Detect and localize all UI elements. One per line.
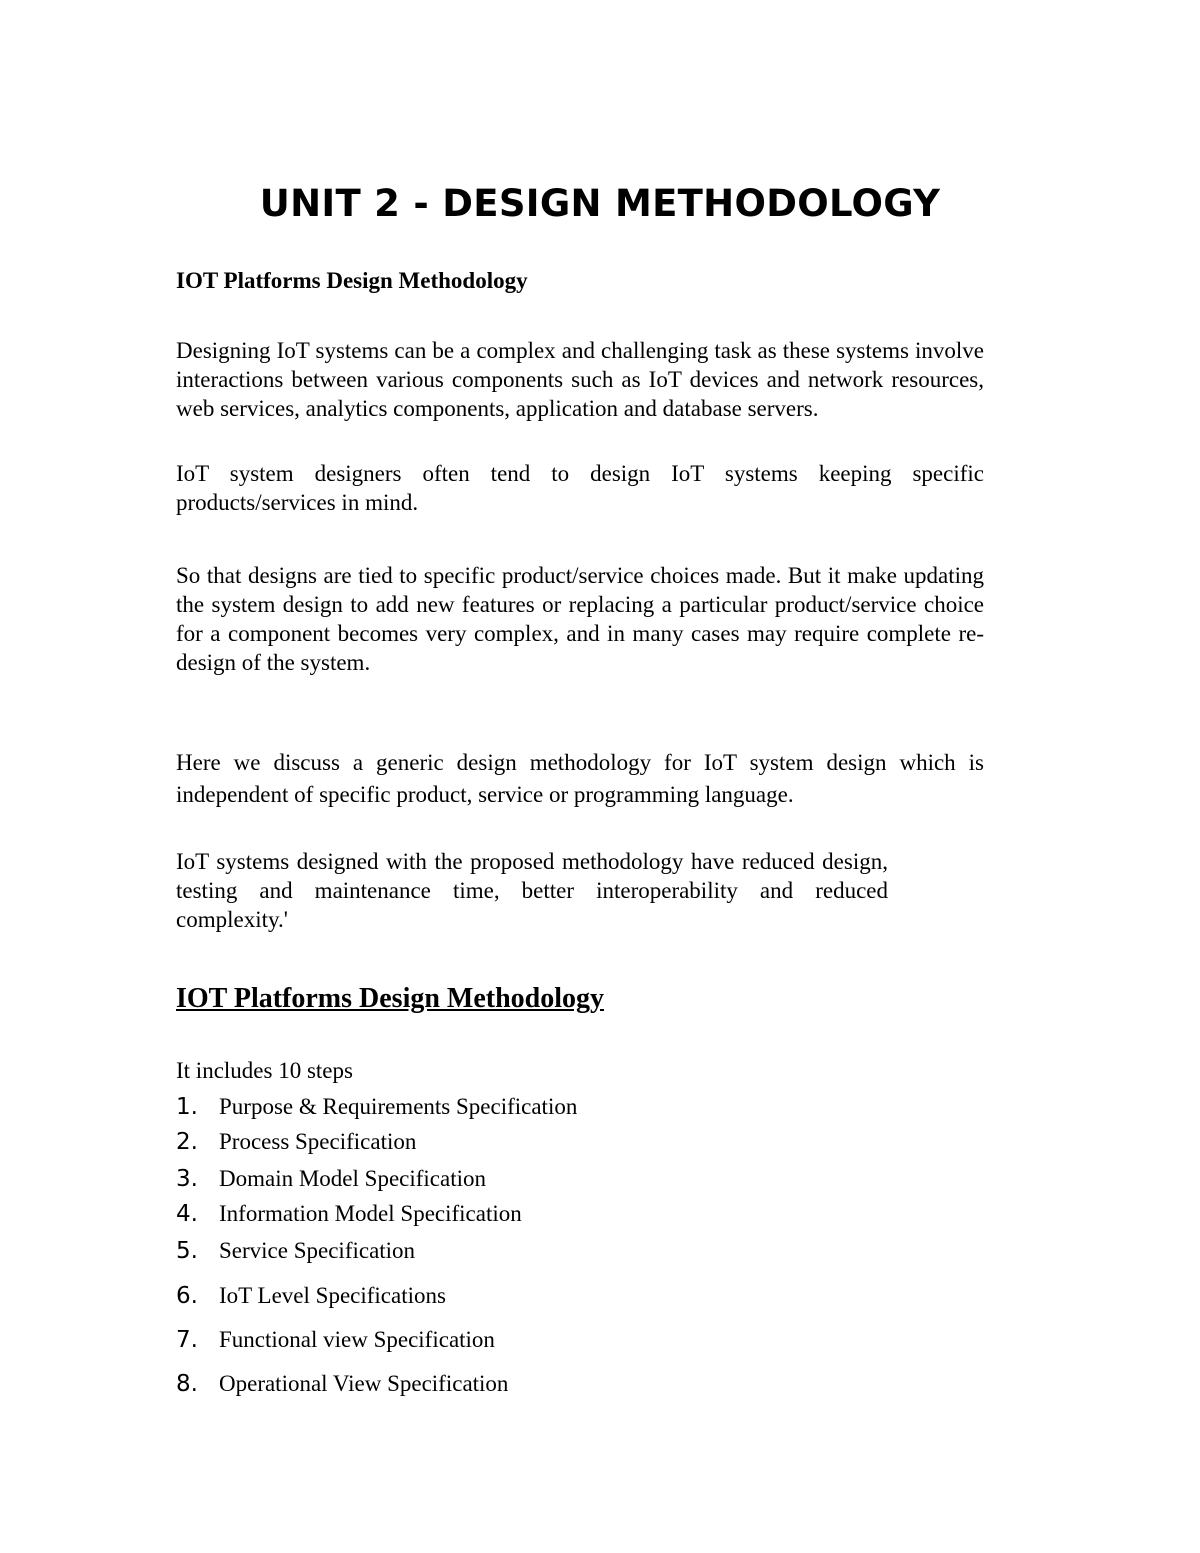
- step-label: Operational View Specification: [219, 1371, 509, 1396]
- step-label: IoT Level Specifications: [219, 1283, 446, 1308]
- step-number: 1.: [176, 1094, 198, 1120]
- list-item: [176, 1094, 577, 1120]
- list-item: [176, 1166, 486, 1192]
- step-number: 8.: [176, 1371, 198, 1397]
- step-label: Service Specification: [219, 1238, 416, 1263]
- list-item: [176, 1129, 416, 1155]
- step-number: 6.: [176, 1283, 198, 1309]
- list-item: [176, 1371, 508, 1397]
- section-heading: IOT Platforms Design Methodology: [176, 983, 605, 1014]
- step-number: 2.: [176, 1129, 198, 1155]
- step-number: 5.: [176, 1238, 198, 1264]
- step-number: 3.: [176, 1166, 198, 1192]
- step-label: Information Model Specification: [219, 1201, 522, 1226]
- list-item: [176, 1327, 495, 1353]
- step-number: 4.: [176, 1201, 198, 1227]
- paragraph-generic-methodology: Here we discuss a generic design methodology for IoT system design which is independent of specific product, service or programming language.: [176, 750, 984, 807]
- step-label: Process Specification: [219, 1129, 417, 1154]
- step-label: Functional view Specification: [219, 1327, 495, 1352]
- step-label: Purpose & Requirements Specification: [219, 1094, 578, 1119]
- page-title: UNIT 2 - DESIGN METHODOLOGY: [259, 182, 941, 225]
- paragraph-benefits: IoT systems designed with the proposed methodology have reduced design, testing and maintenance time, better interoperability and reduced complexity.': [176, 849, 888, 932]
- document-subtitle: IOT Platforms Design Methodology: [176, 268, 528, 293]
- steps-intro: It includes 10 steps: [176, 1058, 353, 1083]
- paragraph-intro: Designing IoT systems can be a complex and challenging task as these systems involve interactions between various components such as IoT devices and network resources, web services, analytics components, application and database servers.: [176, 338, 984, 421]
- step-number: 7.: [176, 1327, 198, 1353]
- list-item: [176, 1201, 522, 1227]
- list-item: [176, 1238, 415, 1264]
- step-label: Domain Model Specification: [219, 1166, 486, 1191]
- paragraph-tied-designs: So that designs are tied to specific product/service choices made. But it make updating the system design to add new features or replacing a particular product/service choice for a component becomes very complex, and in many cases may require complete re- design of the system.: [176, 563, 984, 675]
- paragraph-designers: IoT system designers often tend to design IoT systems keeping specific products/services in mind.: [176, 461, 984, 515]
- list-item: [176, 1283, 446, 1309]
